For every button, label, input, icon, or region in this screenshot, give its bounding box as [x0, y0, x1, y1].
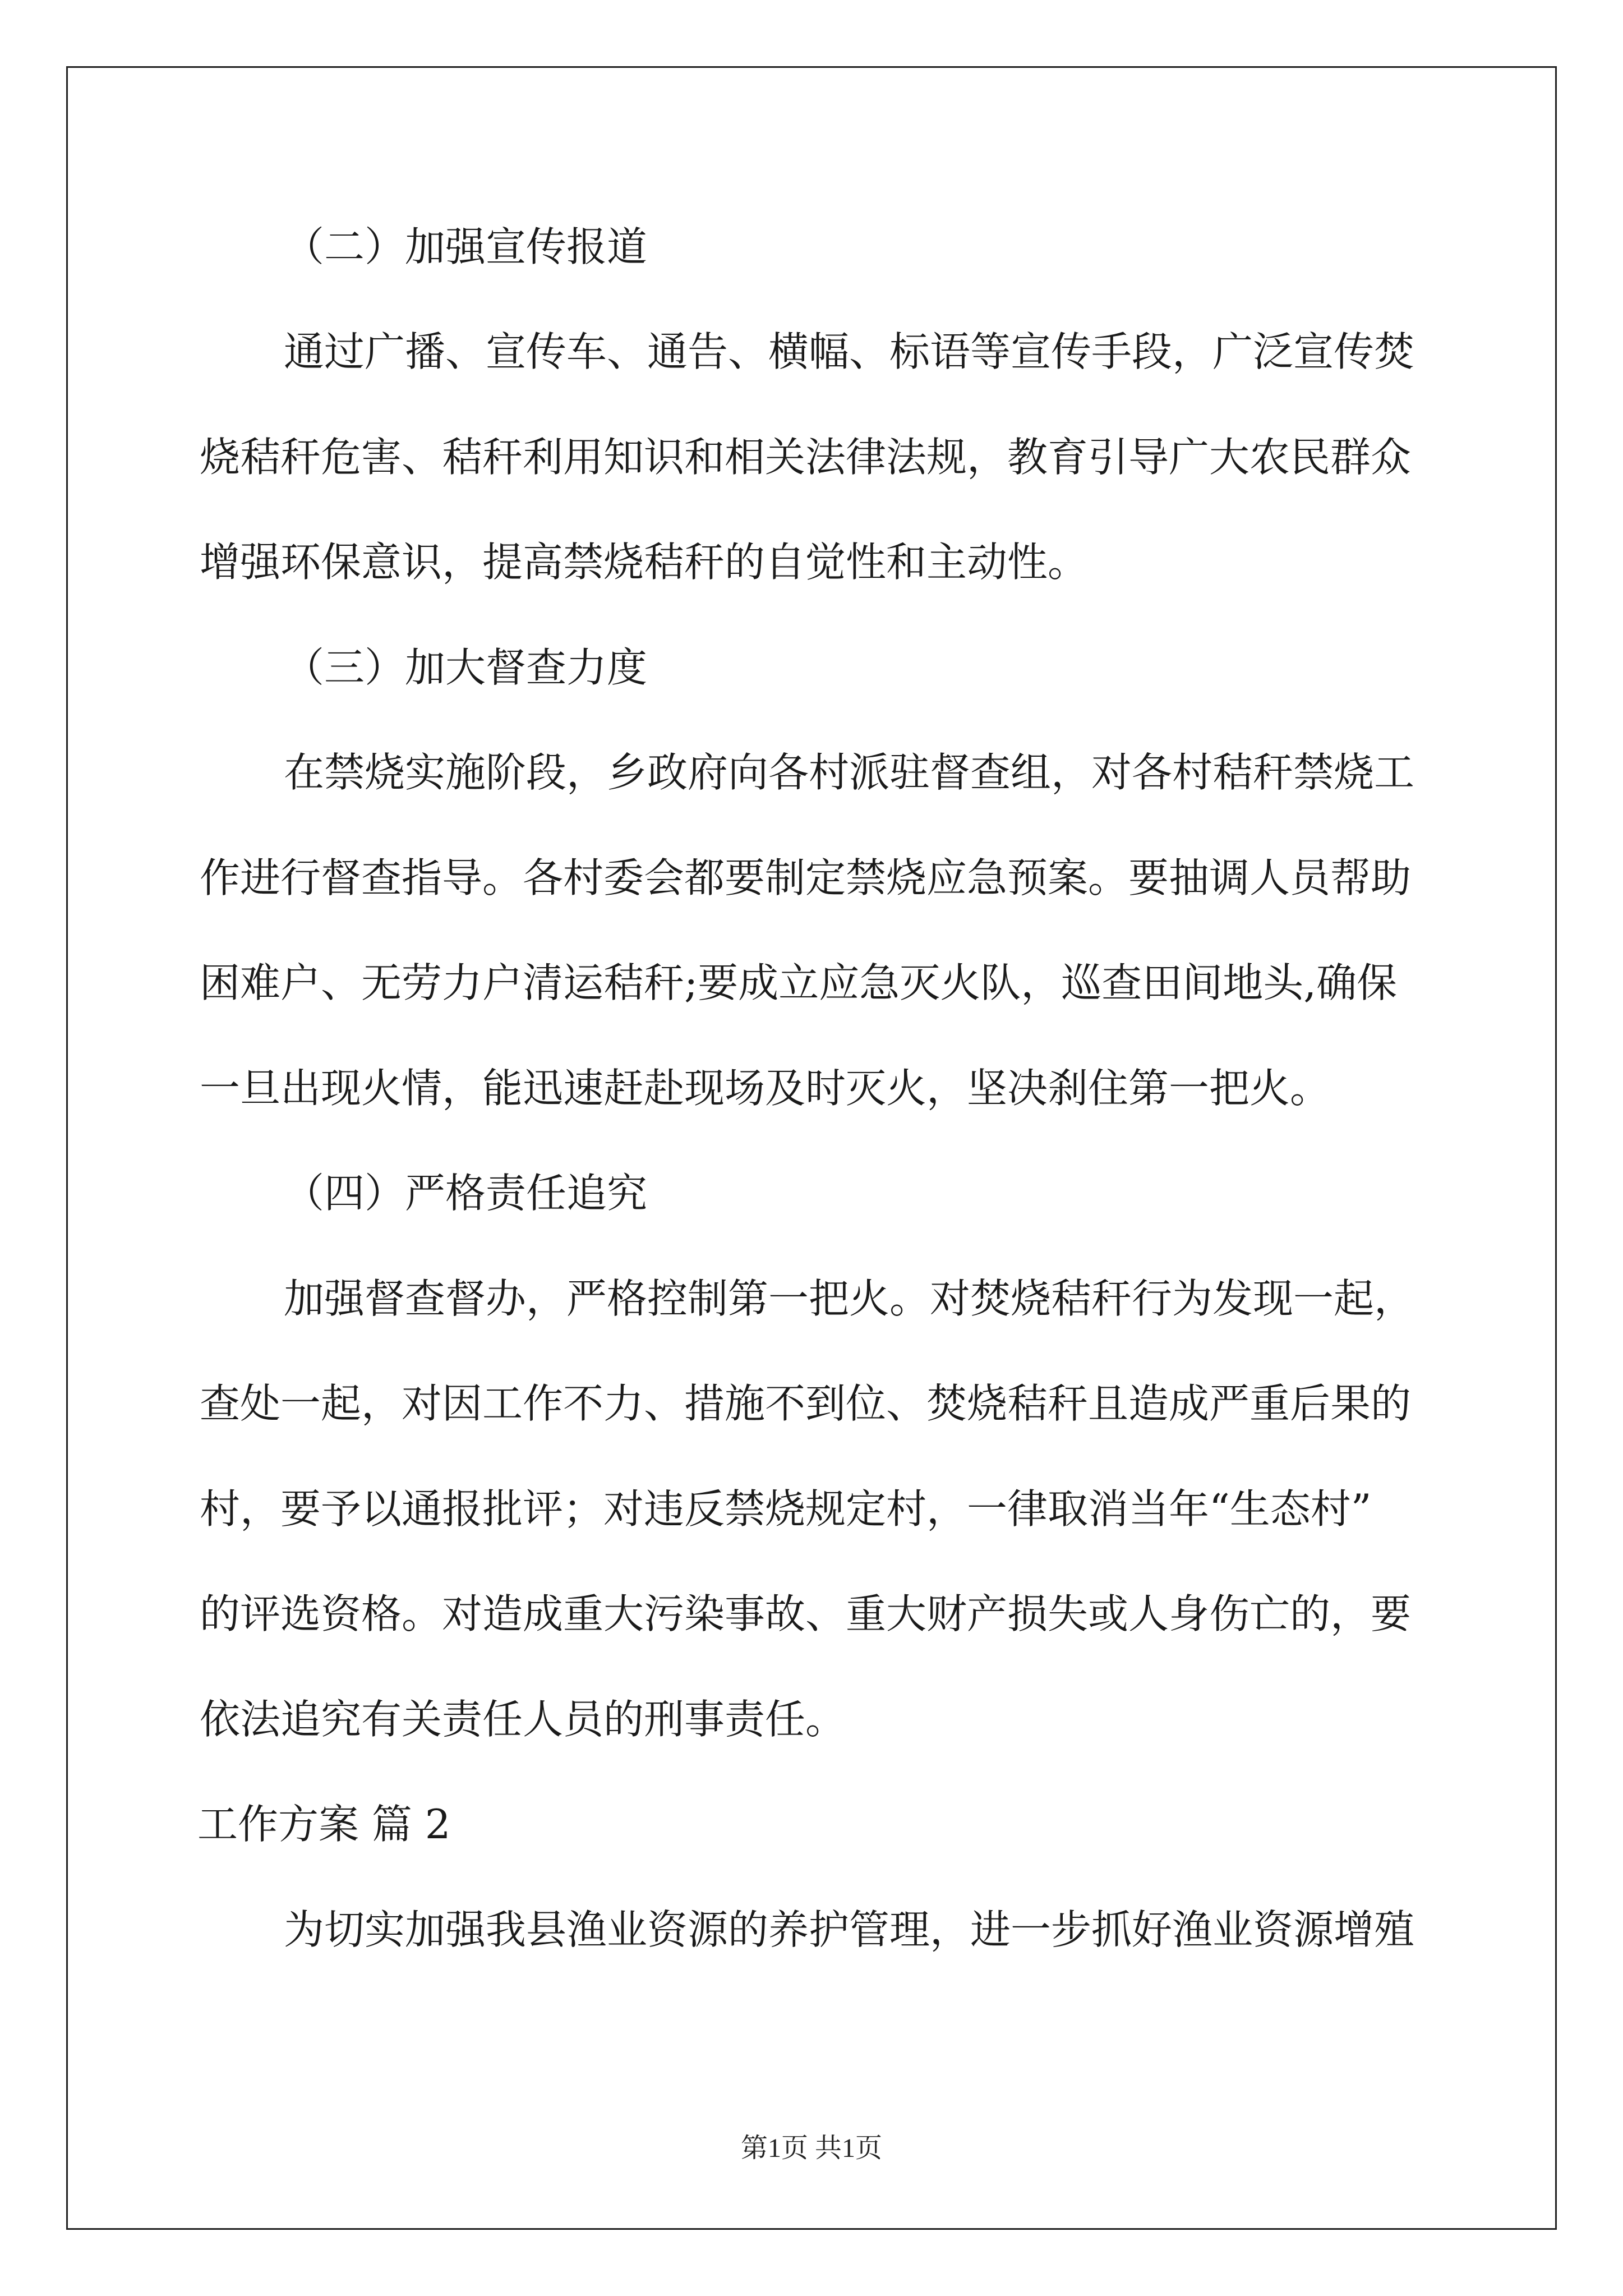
paragraph-line: 为切实加强我县渔业资源的养护管理，进一步抓好渔业资源增殖	[284, 1906, 1415, 1953]
page-footer: 第1页 共1页	[740, 2133, 882, 2163]
paragraph-line: 增强环保意识，提高禁烧秸秆的自觉性和主动性。	[200, 539, 1089, 586]
section-heading-4: （四）严格责任追究	[284, 1170, 648, 1217]
paragraph-line: 烧秸秆危害、秸秆利用知识和相关法律法规，教育引导广大农民群众	[200, 434, 1412, 481]
section-heading-3: （三）加大督查力度	[284, 644, 648, 691]
section-heading-2: （二）加强宣传报道	[284, 223, 648, 270]
paragraph-line: 在禁烧实施阶段，乡政府向各村派驻督查组，对各村秸秆禁烧工	[284, 749, 1415, 796]
paragraph-line: 一旦出现火情，能迅速赶赴现场及时灭火，坚决刹住第一把火。	[200, 1065, 1331, 1112]
paragraph-line: 加强督查督办，严格控制第一把火。对焚烧秸秆行为发现一起，	[284, 1275, 1415, 1322]
paragraph-line: 困难户、无劳力户清运秸秆;要成立应急灭火队，巡查田间地头,确保	[200, 959, 1398, 1006]
paragraph-line: 作进行督查指导。各村委会都要制定禁烧应急预案。要抽调人员帮助	[200, 854, 1412, 901]
paragraph-line: 依法追究有关责任人员的刑事责任。	[200, 1696, 846, 1743]
plan-heading: 工作方案 篇 2	[197, 1801, 451, 1848]
paragraph-line: 通过广播、宣传车、通告、横幅、标语等宣传手段，广泛宣传焚	[284, 328, 1415, 375]
paragraph-line: 的评选资格。对造成重大污染事故、重大财产损失或人身伤亡的，要	[200, 1590, 1412, 1637]
paragraph-line: 村，要予以通报批评；对违反禁烧规定村，一律取消当年“生态村”	[200, 1485, 1372, 1533]
paragraph-line: 查处一起，对因工作不力、措施不到位、焚烧秸秆且造成严重后果的	[200, 1380, 1412, 1427]
